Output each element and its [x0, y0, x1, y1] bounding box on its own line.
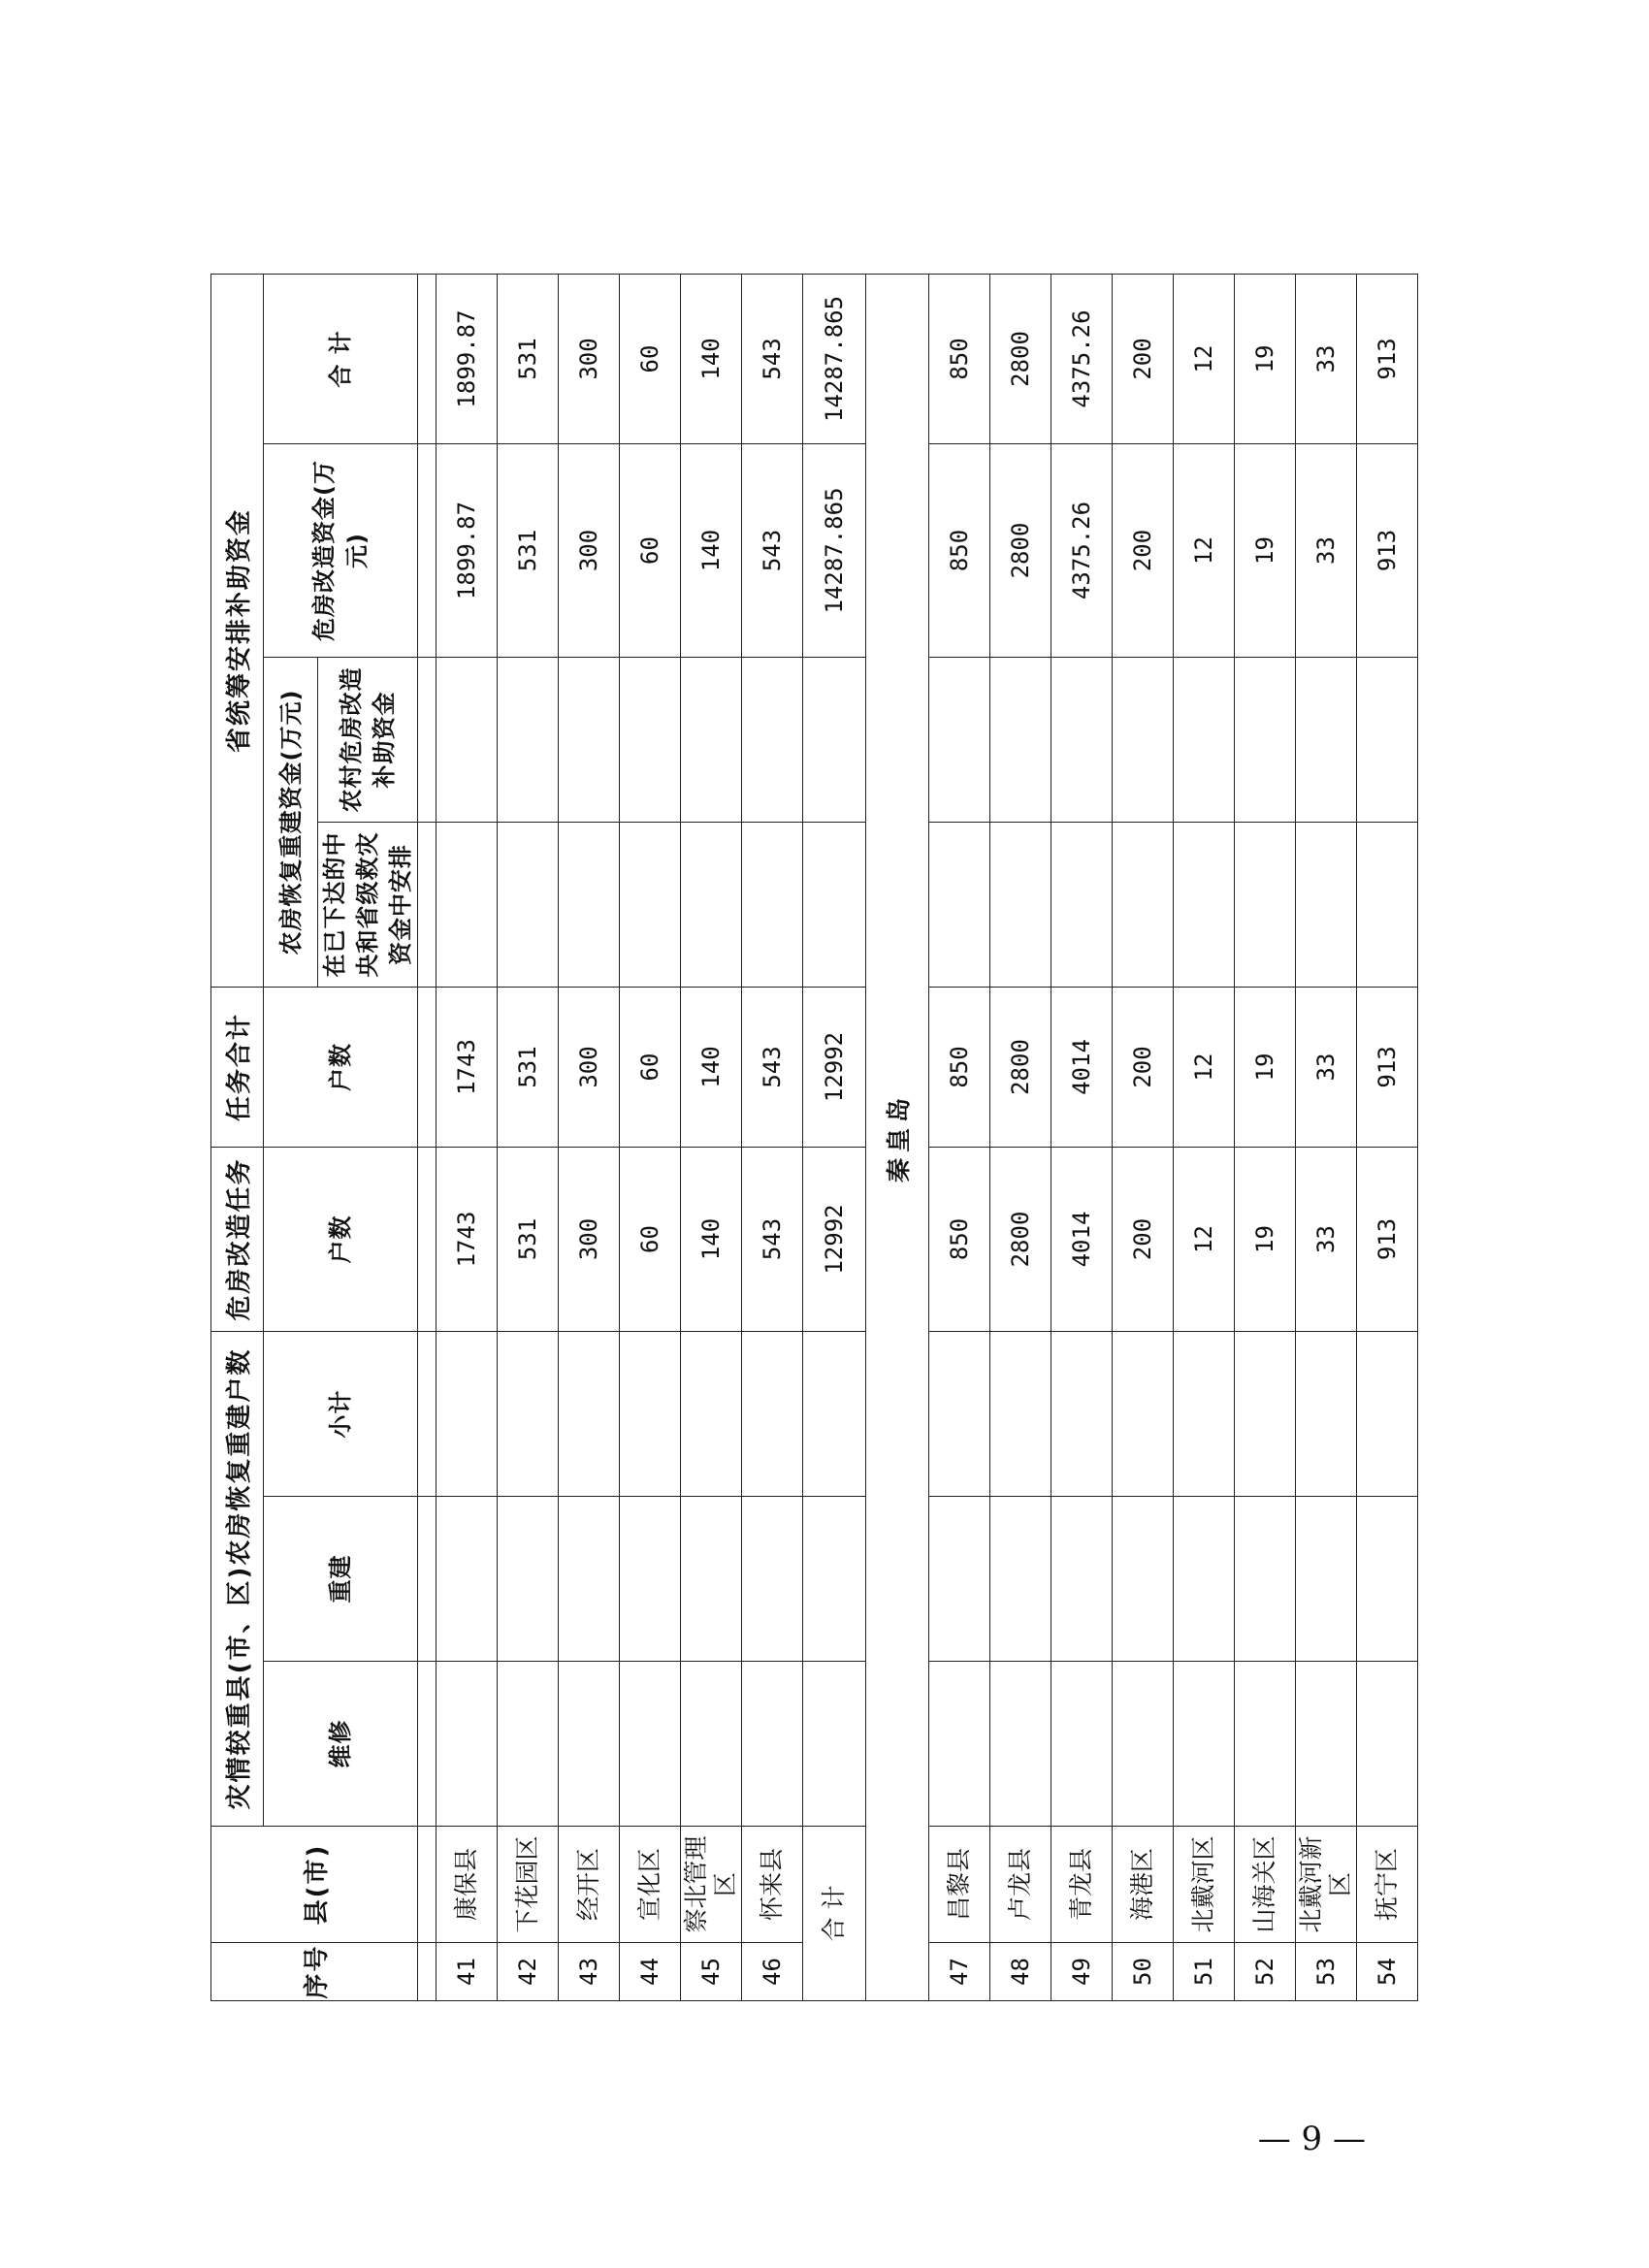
table-row [742, 274, 803, 2000]
sum-total-households: 12992 [803, 987, 866, 1147]
seq-cell: 48 [990, 1943, 1051, 2001]
danger-funds-cell: 850 [929, 443, 990, 657]
total-households-cell: 19 [1234, 987, 1295, 1147]
total-households-cell: 850 [929, 987, 990, 1147]
header-total: 合 计 [264, 274, 418, 443]
danger-households-cell: 140 [681, 1147, 742, 1331]
seq-cell: 52 [1234, 1943, 1295, 2001]
danger-households-cell: 200 [1113, 1147, 1174, 1331]
funding-table [210, 274, 1418, 2001]
total-households-cell: 60 [620, 987, 681, 1147]
seq-cell: 45 [681, 1943, 742, 2001]
danger-households-cell: 850 [929, 1147, 990, 1331]
danger-funds-cell: 4375.26 [1051, 443, 1113, 657]
table-row [990, 274, 1051, 2000]
total-cell: 300 [559, 274, 620, 443]
danger-households-cell: 1743 [436, 1147, 498, 1331]
county-cell: 昌黎县 [929, 1827, 990, 1943]
table-row [436, 274, 498, 2000]
total-cell: 60 [620, 274, 681, 443]
danger-households-cell: 4014 [1051, 1147, 1113, 1331]
total-cell: 531 [498, 274, 559, 443]
sum-danger-households: 12992 [803, 1147, 866, 1331]
danger-households-cell: 300 [559, 1147, 620, 1331]
danger-funds-cell: 2800 [990, 443, 1051, 657]
seq-cell: 50 [1113, 1943, 1174, 2001]
rotated-table-page [210, 275, 1418, 2001]
header-recovery-sub1: 在已下达的中央和省级救灾资金中安排 [318, 822, 418, 987]
danger-funds-cell: 19 [1234, 443, 1295, 657]
table-row [559, 274, 620, 2000]
seq-cell: 43 [559, 1943, 620, 2001]
total-households-cell: 33 [1295, 987, 1356, 1147]
page-number [0, 2120, 1649, 2158]
seq-cell: 53 [1295, 1943, 1356, 2001]
sum-total: 14287.865 [803, 274, 866, 443]
total-cell: 543 [742, 274, 803, 443]
seq-cell: 47 [929, 1943, 990, 2001]
header-recovery-funds: 农房恢复重建资金(万元) [264, 657, 318, 987]
danger-funds-cell: 60 [620, 443, 681, 657]
total-households-cell: 531 [498, 987, 559, 1147]
total-households-cell: 1743 [436, 987, 498, 1147]
danger-funds-cell: 33 [1295, 443, 1356, 657]
seq-cell: 41 [436, 1943, 498, 2001]
table-row [1295, 274, 1356, 2000]
total-cell: 4375.26 [1051, 274, 1113, 443]
header-danger-funds: 危房改造资金(万元) [264, 443, 418, 657]
total-households-cell: 913 [1356, 987, 1417, 1147]
county-cell: 宣化区 [620, 1827, 681, 1943]
county-cell: 卢龙县 [990, 1827, 1051, 1943]
table-row [1173, 274, 1234, 2000]
danger-households-cell: 12 [1173, 1147, 1234, 1331]
total-households-cell: 2800 [990, 987, 1051, 1147]
header-funds-group: 省统筹安排补助资金 [211, 274, 264, 987]
total-households-cell: 200 [1113, 987, 1174, 1147]
danger-households-cell: 543 [742, 1147, 803, 1331]
total-cell: 913 [1356, 274, 1417, 443]
total-households-cell: 4014 [1051, 987, 1113, 1147]
header-task-total-group: 任务合计 [211, 987, 264, 1147]
danger-households-cell: 19 [1234, 1147, 1295, 1331]
sum-label: 合 计 [803, 1827, 866, 2001]
total-households-cell: 140 [681, 987, 742, 1147]
table-row [620, 274, 681, 2000]
sum-danger-funds: 14287.865 [803, 443, 866, 657]
seq-cell: 54 [1356, 1943, 1417, 2001]
total-cell: 19 [1234, 274, 1295, 443]
total-households-cell: 300 [559, 987, 620, 1147]
table-row [1356, 274, 1417, 2000]
header-recovery-sub2: 农村危房改造补助资金 [318, 657, 418, 822]
danger-households-cell: 60 [620, 1147, 681, 1331]
table-row [1051, 274, 1113, 2000]
total-cell: 33 [1295, 274, 1356, 443]
total-households-cell: 12 [1173, 987, 1234, 1147]
header-danger-households: 户数 [264, 1147, 418, 1331]
county-cell: 青龙县 [1051, 1827, 1113, 1943]
danger-funds-cell: 913 [1356, 443, 1417, 657]
danger-funds-cell: 1899.87 [436, 443, 498, 657]
total-cell: 2800 [990, 274, 1051, 443]
header-subtotal: 小计 [264, 1331, 418, 1496]
danger-funds-cell: 140 [681, 443, 742, 657]
header-repair: 维修 [264, 1662, 418, 1827]
header-county: 县(市) [211, 1827, 418, 1943]
county-cell: 海港区 [1113, 1827, 1174, 1943]
danger-households-cell: 913 [1356, 1147, 1417, 1331]
county-cell: 怀来县 [742, 1827, 803, 1943]
seq-cell: 42 [498, 1943, 559, 2001]
city-row [866, 274, 929, 2000]
danger-funds-cell: 543 [742, 443, 803, 657]
city-title: 秦皇岛 [866, 274, 929, 2000]
total-cell: 850 [929, 274, 990, 443]
county-cell: 北戴河区 [1173, 1827, 1234, 1943]
county-cell: 康保县 [436, 1827, 498, 1943]
table-row [681, 274, 742, 2000]
danger-funds-cell: 300 [559, 443, 620, 657]
table-row [1113, 274, 1174, 2000]
total-cell: 140 [681, 274, 742, 443]
danger-households-cell: 531 [498, 1147, 559, 1331]
seq-cell: 49 [1051, 1943, 1113, 2001]
danger-households-cell: 33 [1295, 1147, 1356, 1331]
county-cell: 经开区 [559, 1827, 620, 1943]
total-cell: 1899.87 [436, 274, 498, 443]
county-cell: 山海关区 [1234, 1827, 1295, 1943]
header-total-households: 户数 [264, 987, 418, 1147]
danger-funds-cell: 200 [1113, 443, 1174, 657]
total-cell: 200 [1113, 274, 1174, 443]
county-cell: 抚宁区 [1356, 1827, 1417, 1943]
danger-households-cell: 2800 [990, 1147, 1051, 1331]
county-cell: 北戴河新区 [1295, 1827, 1356, 1943]
header-rebuild: 重建 [264, 1497, 418, 1662]
seq-cell: 46 [742, 1943, 803, 2001]
table-row [498, 274, 559, 2000]
table-row [1234, 274, 1295, 2000]
header-disaster-group: 灾情较重县(市、区)农房恢复重建户数 [211, 1331, 264, 1826]
header-seq: 序号 [211, 1943, 418, 2001]
seq-cell: 51 [1173, 1943, 1234, 2001]
danger-funds-cell: 531 [498, 443, 559, 657]
danger-funds-cell: 12 [1173, 443, 1234, 657]
total-households-cell: 543 [742, 987, 803, 1147]
table-row [929, 274, 990, 2000]
total-cell: 12 [1173, 274, 1234, 443]
county-cell: 下花园区 [498, 1827, 559, 1943]
seq-cell: 44 [620, 1943, 681, 2001]
county-cell: 察北管理区 [681, 1827, 742, 1943]
header-danger-task-group: 危房改造任务 [211, 1147, 264, 1331]
sum-row [803, 274, 866, 2000]
page-number-text: — 9 — [1257, 2120, 1366, 2158]
